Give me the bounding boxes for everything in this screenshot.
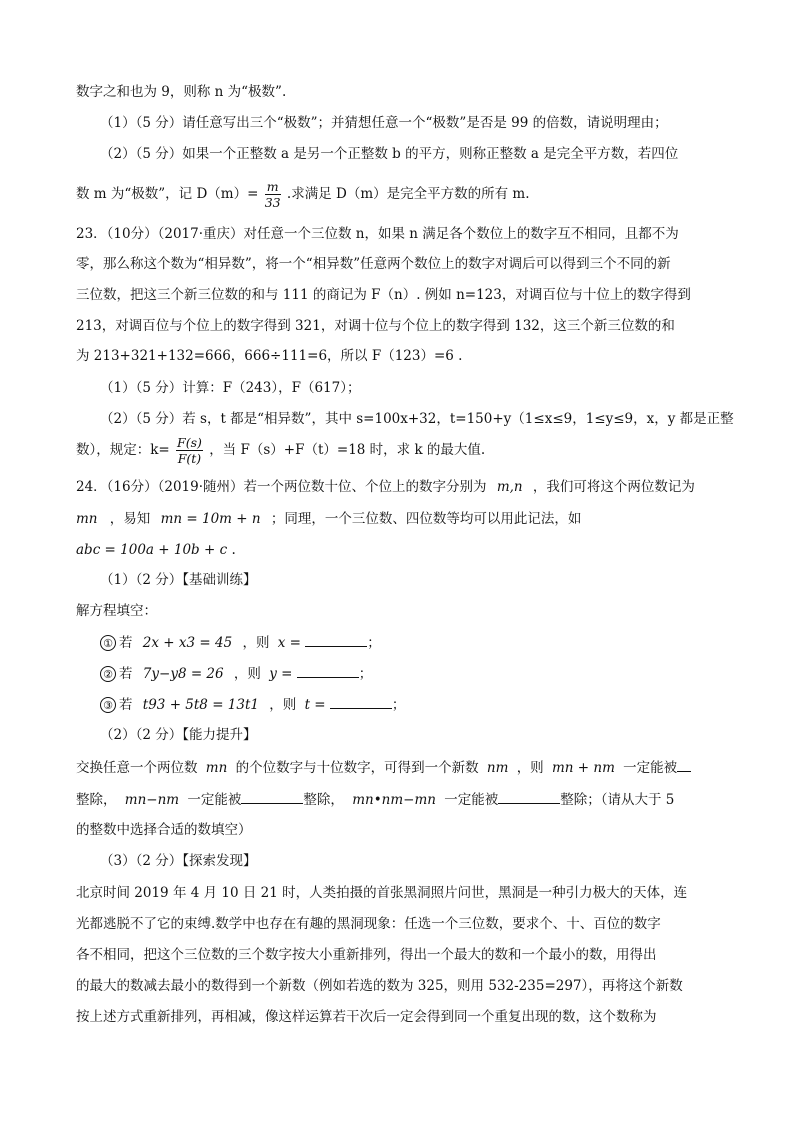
fraction-denominator: 33 [264, 195, 281, 210]
text-line: 的整数中选择合适的数填空） [76, 822, 252, 838]
math-expression: 7y−y8 = 26 [142, 666, 224, 682]
math-expression: mn•nm−mn [352, 792, 436, 808]
circled-number: ③ [100, 697, 116, 713]
text-segment: ，则 [269, 697, 297, 713]
answer-blank[interactable] [305, 633, 367, 647]
text-segment: ； [358, 666, 373, 682]
fraction-denominator: F(t) [177, 451, 202, 466]
text-line: 按上述方式重新排列，再相减，像这样运算若干次后一定会得到同一个重复出现的数，这个数称为 [76, 1009, 657, 1025]
text-line: （1）（5 分）请任意写出三个“极数”；并猜想任意一个“极数”是否是 99 的倍数，请说明理由； [100, 115, 668, 131]
text-segment: ，则 [516, 760, 544, 776]
text-line: 光都逃脱不了它的束缚.数学中也存在有趣的黑洞现象：任选一个三位数，要求个、十、百位的数字 [76, 916, 661, 932]
math-expression: t = [304, 697, 326, 713]
equation-item [100, 695, 405, 714]
text-segment: 数），规定：k= [76, 442, 170, 458]
text-segment: ，则 [233, 666, 261, 682]
text-line [76, 176, 530, 212]
text-line: （2）（5 分）若 s，t 都是“相异数”，其中 s=100x+32，t=150+y（1≤x≤9，1≤y≤9，x，y 都是正整 [100, 411, 734, 427]
answer-blank[interactable] [498, 790, 560, 804]
math-expression: t93 + 5t8 = 13t1 [142, 697, 259, 713]
math-expression: y = [269, 666, 293, 682]
text-line: （2）（2 分）【能力提升】 [100, 727, 257, 743]
text-segment: ；同理，一个三位数、四位数等均可以用此记法，如 [270, 511, 582, 527]
text-line: （3）（2 分）【探索发现】 [100, 853, 257, 869]
math-expression: nm [486, 760, 509, 776]
equation-item [100, 633, 381, 652]
text-line: （1）（5 分）计算：F（243），F（617）； [100, 380, 361, 396]
text-line: 213，对调百位与个位上的数字得到 321，对调十位与个位上的数字得到 132，这三个新三位数的和 [76, 318, 675, 334]
fraction-numerator: F(s) [177, 435, 202, 450]
text-segment: ； [367, 635, 381, 651]
text-segment: 若 [119, 666, 133, 682]
question-23-header: 23．（10分）（2017·重庆）对任意一个三位数 n，如果 n 满足各个数位上的数字互不相同，且都不为 [76, 226, 679, 242]
text-line: 三位数，把这三个新三位数的和与 111 的商记为 F（n）. 例如 n=123，对调百位与十位上的数字得到 [76, 287, 691, 303]
text-segment: 若 [119, 697, 133, 713]
text-segment: 的个位数字与十位数字，可得到一个新数 [235, 760, 479, 776]
text-line [76, 790, 674, 809]
question-24-header [76, 478, 695, 496]
math-expression: abc = 100a + 10b + c [76, 542, 228, 558]
text-segment: ，则 [242, 635, 270, 651]
text-segment: 一定能被 [623, 760, 678, 776]
math-expression: mn−nm [124, 792, 180, 808]
text-segment: 交换任意一个两位数 [76, 760, 198, 776]
text-line [76, 510, 581, 528]
text-segment: 一定能被 [187, 792, 242, 808]
math-expression: m,n [496, 479, 523, 495]
text-line [76, 432, 485, 468]
text-line: 为 213+321+132=666，666÷111=6，所以 F（123）=6 . [76, 348, 463, 364]
equation-item [100, 664, 372, 683]
math-expression: mn = 10m + n [160, 511, 261, 527]
text-segment: 整除；（请从大于 5 [560, 792, 675, 808]
text-segment: 若 [119, 635, 133, 651]
answer-blank[interactable] [330, 695, 392, 709]
text-line [76, 541, 236, 559]
text-line: 各不相同，把这个三位数的三个数字按大小重新排列，得出一个最大的数和一个最小的数，用得出 [76, 947, 657, 963]
text-line: 北京时间 2019 年 4 月 10 日 21 时，人类拍摄的首张黑洞照片问世，黑洞是一种引力极大的天体，连 [76, 885, 688, 901]
text-line: 数字之和也为 9，则称 n 为“极数”. [76, 84, 287, 100]
math-expression: mn [76, 511, 98, 527]
text-line: 的最大的数减去最小的数得到一个新数（例如若选的数为 325，则用 532-235=297），再将这个新数 [76, 978, 683, 994]
fraction [176, 435, 203, 466]
text-segment: ，当 F（s）+F（t）=18 时，求 k 的最大值. [209, 442, 486, 458]
text-line: 零，那么称这个数为“相异数”，将一个“相异数”任意两个数位上的数字对调后可以得到三个不同的新 [76, 256, 671, 272]
math-expression: 2x + x3 = 45 [142, 635, 233, 651]
text-segment: 整除， [303, 792, 344, 808]
text-segment: 24．（16分）（2019·随州）若一个两位数十位、个位上的数字分别为 [76, 479, 487, 495]
circled-number: ② [100, 666, 116, 682]
math-expression: x = [277, 635, 301, 651]
text-segment: . [231, 542, 236, 558]
math-expression: mn [205, 760, 228, 776]
answer-blank[interactable] [241, 790, 303, 804]
text-segment: ； [391, 697, 406, 713]
text-segment: ，我们可将这个两位数记为 [532, 479, 695, 495]
fraction-numerator: m [265, 179, 281, 195]
answer-blank[interactable] [677, 758, 691, 772]
text-segment: ，易知 [109, 511, 151, 527]
answer-blank[interactable] [297, 664, 359, 678]
text-segment: 一定能被 [444, 792, 499, 808]
fraction [265, 179, 281, 210]
text-line: （2）（5 分）如果一个正整数 a 是另一个正整数 b 的平方，则称正整数 a 是完全平方数，若四位 [100, 146, 679, 162]
math-expression: mn + nm [551, 760, 615, 776]
text-segment: .求满足 D（m）是完全平方数的所有 m. [286, 186, 530, 202]
text-segment: 整除， [76, 792, 117, 808]
circled-number: ① [100, 635, 116, 651]
text-segment: 数 m 为“极数”，记 D（m）= [76, 186, 259, 202]
text-line: 解方程填空： [76, 603, 157, 619]
text-line [76, 758, 691, 777]
text-line: （1）（2 分）【基础训练】 [100, 572, 257, 588]
